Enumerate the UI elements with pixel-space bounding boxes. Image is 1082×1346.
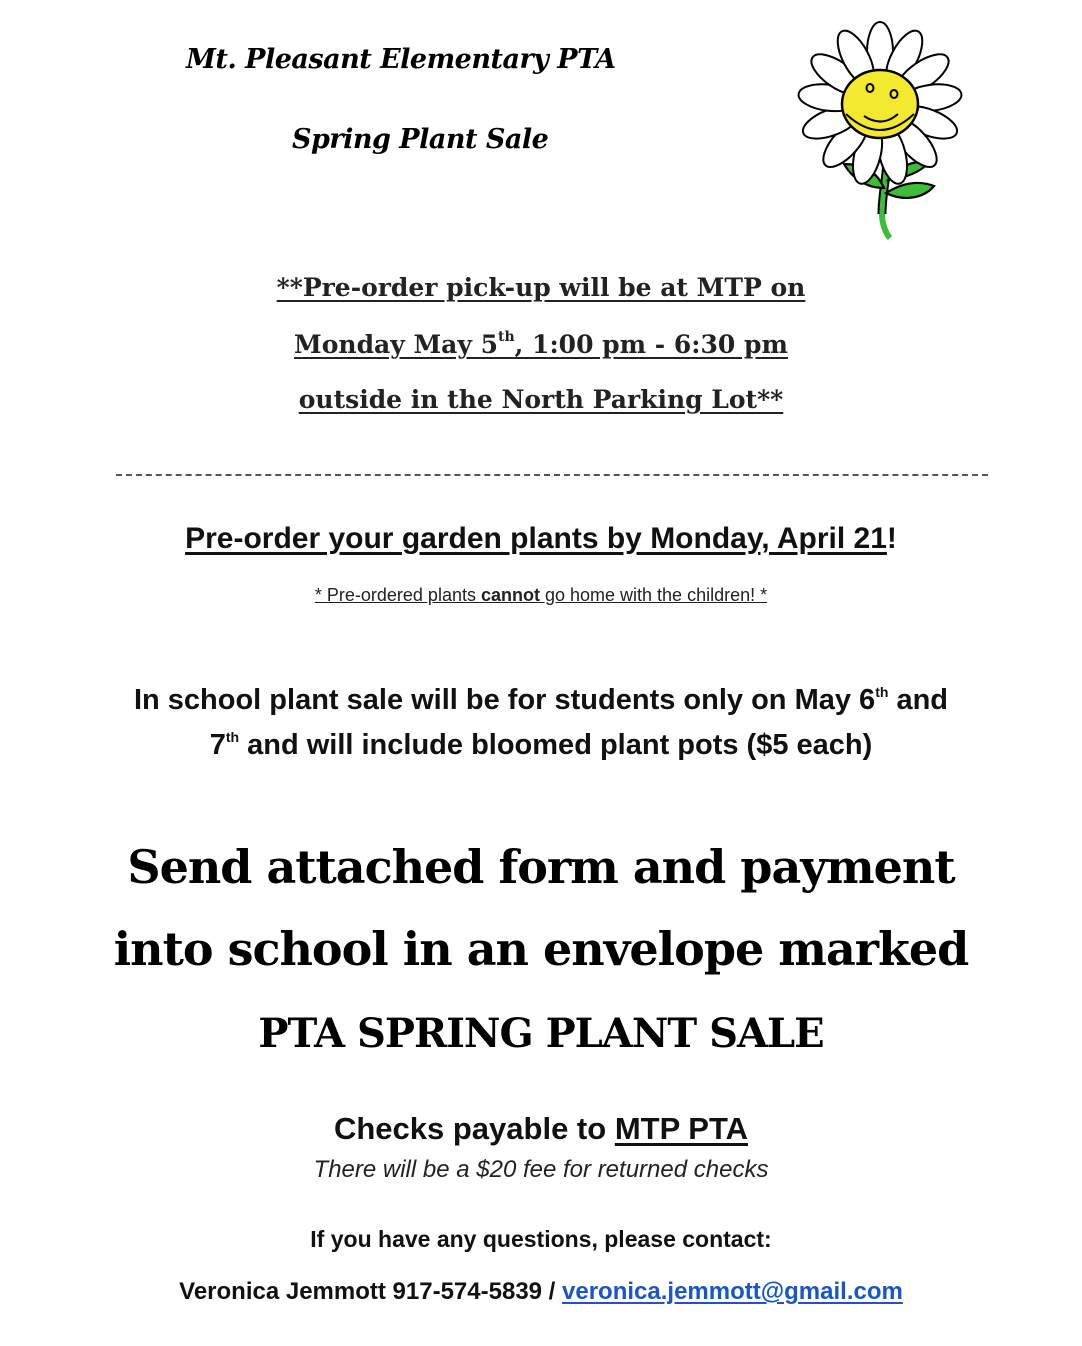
preorder-deadline-text: Pre-order your garden plants by Monday, April 21 (185, 522, 887, 555)
in-school-line-1-sup: th (875, 684, 889, 700)
preorder-deadline (0, 522, 1082, 556)
pickup-line-3 (0, 385, 1082, 414)
send-instructions-line-2: into school in an envelope marked (113, 922, 969, 976)
daisy-flower-icon (790, 18, 970, 242)
sale-title: Spring Plant Sale (292, 124, 549, 155)
in-school-line-2-b: and will include bloomed plant pots ($5 each) (239, 729, 873, 761)
checks-prefix: Checks payable to (333, 1111, 615, 1146)
in-school-line-1-a: In school plant sale will be for students only on May 6 (133, 684, 876, 716)
returned-check-fee: There will be a $20 fee for returned checks (313, 1156, 769, 1183)
pickup-location: outside in the North Parking Lot** (298, 385, 784, 414)
in-school-line-2-a: 7 (209, 729, 226, 761)
preorder-note-prefix: * Pre-ordered plants (314, 585, 481, 605)
contact-name-phone: Veronica Jemmott 917-574-5839 / (179, 1278, 563, 1305)
in-school-line-1-b: and (888, 684, 949, 716)
org-title: Mt. Pleasant Elementary PTA (186, 44, 616, 75)
pickup-time: , 1:00 pm - 6:30 pm (514, 330, 788, 359)
pickup-line-1-text: **Pre-order pick-up will be at MTP on (276, 273, 806, 302)
contact-email-link[interactable]: veronica.jemmott@gmail.com (562, 1278, 903, 1305)
questions-prompt: If you have any questions, please contact: (310, 1226, 772, 1252)
in-school-line-2 (0, 729, 1082, 762)
pickup-date-suffix: th (497, 329, 515, 345)
preorder-deadline-suffix: ! (886, 522, 897, 555)
checks-payee: MTP PTA (614, 1111, 749, 1146)
preorder-note-suffix: go home with the children! * (539, 585, 768, 605)
checks-payable (0, 1111, 1082, 1147)
pickup-line-1 (0, 273, 1082, 302)
flower-face (842, 70, 918, 138)
preorder-note-bold: cannot (480, 585, 540, 605)
pickup-line-2 (0, 329, 1082, 359)
in-school-line-2-sup: th (225, 729, 240, 745)
in-school-line-1 (0, 684, 1082, 717)
preorder-note (0, 585, 1082, 606)
pickup-date: Monday May 5 (294, 330, 498, 359)
envelope-label: PTA SPRING PLANT SALE (258, 1010, 824, 1057)
send-instructions-line-1: Send attached form and payment (127, 840, 955, 894)
contact-line (0, 1278, 1082, 1306)
dashed-divider (116, 474, 988, 476)
